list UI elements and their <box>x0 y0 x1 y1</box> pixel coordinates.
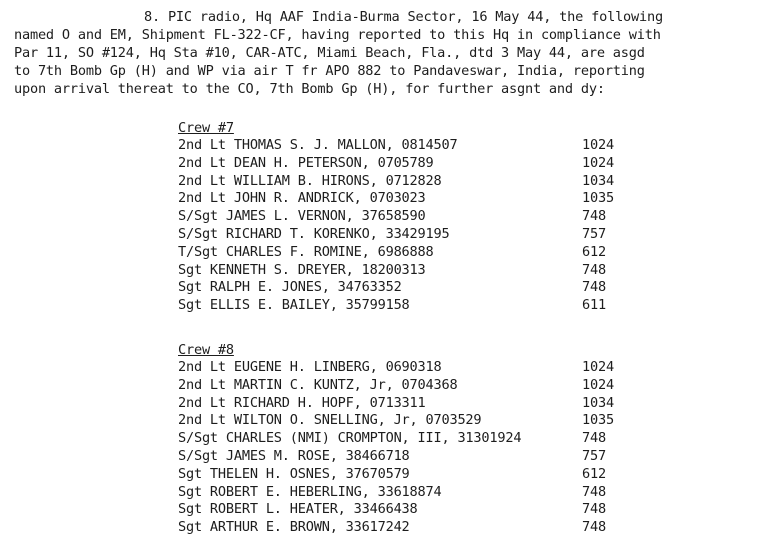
member-code: 748 <box>582 430 606 447</box>
crew-member-row <box>178 297 658 315</box>
member-name: S/Sgt JAMES M. ROSE, 38466718 <box>178 447 410 464</box>
crew-member-row <box>178 395 658 413</box>
member-name: S/Sgt JAMES L. VERNON, 37658590 <box>178 208 426 225</box>
member-name: 2nd Lt THOMAS S. J. MALLON, 0814507 <box>178 137 458 153</box>
member-code: 612 <box>582 243 606 260</box>
crew-member-row <box>178 501 658 519</box>
member-code: 1024 <box>582 137 614 153</box>
crew-member-list <box>178 359 658 537</box>
crew-member-row <box>178 448 658 466</box>
member-code: 1035 <box>582 190 614 207</box>
paragraph-line-1 <box>14 8 774 26</box>
member-code: 748 <box>582 483 606 500</box>
member-name: 2nd Lt EUGENE H. LINBERG, 0690318 <box>178 359 442 375</box>
member-code: 1024 <box>582 154 614 171</box>
member-name: Sgt KENNETH S. DREYER, 18200313 <box>178 261 426 278</box>
crew-member-row <box>178 208 658 226</box>
member-name: S/Sgt CHARLES (NMI) CROMPTON, III, 31301924 <box>178 430 522 447</box>
crew-member-row <box>178 173 658 191</box>
member-code: 748 <box>582 208 606 225</box>
member-name: Sgt ROBERT L. HEATER, 33466438 <box>178 501 418 518</box>
member-code: 748 <box>582 501 606 518</box>
member-code: 1035 <box>582 412 614 429</box>
member-name: S/Sgt RICHARD T. KORENKO, 33429195 <box>178 225 450 242</box>
crew-8-roster <box>178 341 658 537</box>
crew-7-roster <box>178 119 658 315</box>
member-name: Sgt RALPH E. JONES, 34763352 <box>178 279 402 296</box>
member-name: 2nd Lt WILTON O. SNELLING, Jr, 0703529 <box>178 412 482 429</box>
paragraph-line-5: upon arrival thereat to the CO, 7th Bomb Gp (H), for further asgnt and dy: <box>14 81 605 97</box>
member-code: 757 <box>582 447 606 464</box>
crew-member-row <box>178 262 658 280</box>
member-code: 757 <box>582 225 606 242</box>
crew-member-row <box>178 430 658 448</box>
member-name: 2nd Lt RICHARD H. HOPF, 0713311 <box>178 394 426 411</box>
member-name: Sgt ARTHUR E. BROWN, 33617242 <box>178 519 410 536</box>
crew-member-row <box>178 359 658 377</box>
paragraph-number: 8. <box>144 9 160 25</box>
member-code: 748 <box>582 279 606 296</box>
member-code: 1024 <box>582 359 614 375</box>
member-code: 611 <box>582 297 606 314</box>
crew-member-row <box>178 226 658 244</box>
member-code: 748 <box>582 519 606 536</box>
crew-member-row <box>178 412 658 430</box>
paragraph-line-2: named O and EM, Shipment FL-322-CF, having reported to this Hq in compliance with <box>14 27 661 43</box>
crew-title: Crew #7 <box>178 120 234 136</box>
crew-member-row <box>178 519 658 537</box>
member-name: 2nd Lt JOHN R. ANDRICK, 0703023 <box>178 190 426 207</box>
member-name: Sgt THELEN H. OSNES, 37670579 <box>178 465 410 482</box>
crew-title: Crew #8 <box>178 342 234 358</box>
member-name: 2nd Lt WILLIAM B. HIRONS, 0712828 <box>178 172 442 189</box>
member-code: 612 <box>582 465 606 482</box>
crew-member-row <box>178 155 658 173</box>
paragraph-text: PIC radio, Hq AAF India-Burma Sector, 16 May 44, the following <box>167 9 663 25</box>
member-code: 1034 <box>582 172 614 189</box>
crew-member-row <box>178 484 658 502</box>
crew-member-row <box>178 244 658 262</box>
crew-member-row <box>178 377 658 395</box>
member-name: T/Sgt CHARLES F. ROMINE, 6986888 <box>178 243 434 260</box>
crew-member-row <box>178 190 658 208</box>
member-name: 2nd Lt MARTIN C. KUNTZ, Jr, 0704368 <box>178 376 458 393</box>
member-code: 1024 <box>582 376 614 393</box>
member-name: Sgt ELLIS E. BAILEY, 35799158 <box>178 297 410 314</box>
crew-member-row <box>178 466 658 484</box>
member-code: 1034 <box>582 394 614 411</box>
crew-member-row <box>178 279 658 297</box>
member-name: 2nd Lt DEAN H. PETERSON, 0705789 <box>178 154 434 171</box>
member-name: Sgt ROBERT E. HEBERLING, 33618874 <box>178 483 442 500</box>
order-paragraph <box>14 8 774 98</box>
crew-member-row <box>178 137 658 155</box>
paragraph-line-4: to 7th Bomb Gp (H) and WP via air T fr APO 882 to Pandaveswar, India, reporting <box>14 63 645 79</box>
paragraph-line-3: Par 11, SO #124, Hq Sta #10, CAR-ATC, Miami Beach, Fla., dtd 3 May 44, are asgd <box>14 45 645 61</box>
crew-member-list <box>178 137 658 315</box>
member-code: 748 <box>582 261 606 278</box>
